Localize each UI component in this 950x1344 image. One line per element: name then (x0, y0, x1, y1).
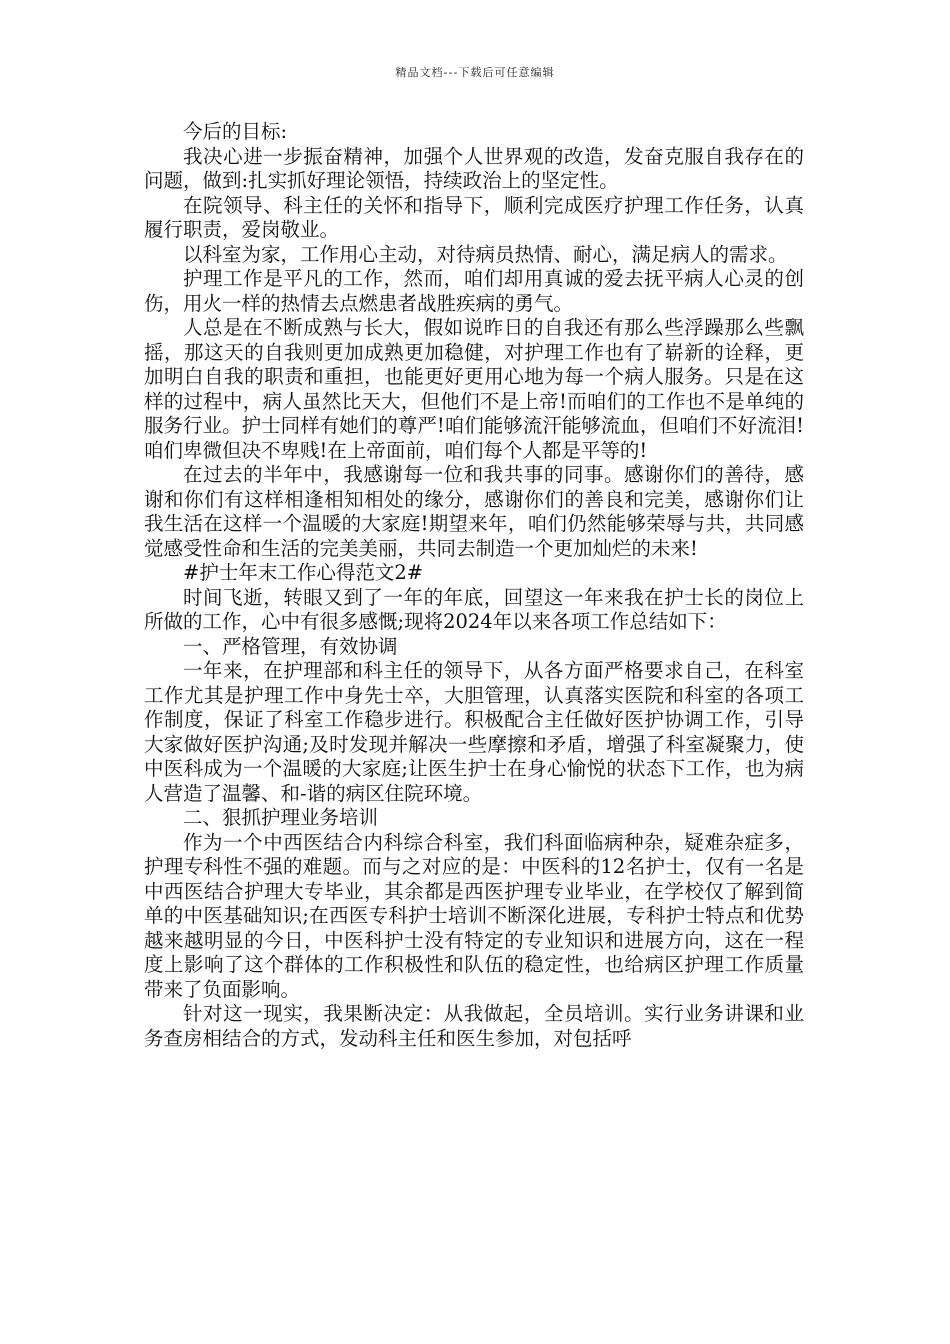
paragraph: 针对这一现实，我果断决定：从我做起，全员培训。实行业务讲课和业务查房相结合的方式，发动科主任和医生参加，对包括呼 (144, 1002, 804, 1050)
paragraph: 时间飞逝，转眼又到了一年的年底，回望这一年来我在护士长的岗位上所做的工作，心中有很多感慨;现将2024年以来各项工作总结如下： (144, 585, 804, 633)
paragraph: 在院领导、科主任的关怀和指导下，顺利完成医疗护理工作任务，认真履行职责，爱岗敬业。 (144, 193, 804, 241)
page-header: 精品文档---下载后可任意编辑 (395, 66, 555, 79)
paragraph: 人总是在不断成熟与长大，假如说昨日的自我还有那么些浮躁那么些飘摇，那这天的自我则更加成熟更加稳健，对护理工作也有了崭新的诠释，更加明白自我的职责和重担，也能更好更用心地为每一个病人服务。只是在这样的过程中，病人虽然比天大，但他们不是上帝!而咱们的工作也不是单纯的服务行业。护士同样有她们的尊严!咱们能够流汗能够流血，但咱们不好流泪!咱们卑微但决不卑贱!在上帝面前，咱们每个人都是平等的! (144, 316, 804, 462)
paragraph: 在过去的半年中，我感谢每一位和我共事的同事。感谢你们的善待，感谢和你们有这样相逢相知相处的缘分，感谢你们的善良和完美，感谢你们让我生活在这样一个温暖的大家庭!期望来年，咱们仍然能够荣辱与共，共同感觉感受性命和生活的完美美丽，共同去制造一个更加灿烂的未来! (144, 463, 804, 560)
section-title: #护士年末工作心得范文2# (183, 561, 424, 584)
subsection-heading: 二、狠抓护理业务培训 (183, 806, 379, 829)
document-body (144, 120, 804, 1051)
paragraph-goals-heading: 今后的目标: (183, 120, 288, 143)
paragraph: 护理工作是平凡的工作，然而，咱们却用真诚的爱去抚平病人心灵的创伤，用火一样的热情去点燃患者战胜疾病的勇气。 (144, 267, 804, 315)
paragraph: 一年来，在护理部和科主任的领导下，从各方面严格要求自己，在科室工作尤其是护理工作中身先士卒，大胆管理，认真落实医院和科室的各项工作制度，保证了科室工作稳步进行。积极配合主任做好医护协调工作，引导大家做好医护沟通;及时发现并解决一些摩擦和矛盾，增强了科室凝聚力，使中医科成为一个温暖的大家庭;让医生护士在身心愉悦的状态下工作，也为病人营造了温馨、和-谐的病区住院环境。 (144, 659, 804, 805)
paragraph: 作为一个中西医结合内科综合科室，我们科面临病种杂，疑难杂症多，护理专科性不强的难题。而与之对应的是：中医科的12名护士，仅有一名是中西医结合护理大专毕业，其余都是西医护理专业毕业，在学校仅了解到简单的中医基础知识;在西医专科护士培训不断深化进展，专科护士特点和优势越来越明显的今日，中医科护士没有特定的专业知识和进展方向，这在一程度上影响了这个群体的工作积极性和队伍的稳定性，也给病区护理工作质量带来了负面影响。 (144, 830, 804, 1001)
paragraph: 以科室为家，工作用心主动，对待病员热情、耐心，满足病人的需求。 (183, 242, 788, 266)
paragraph: 我决心进一步振奋精神，加强个人世界观的改造，发奋克服自我存在的问题，做到:扎实抓好理论领悟，持续政治上的坚定性。 (144, 144, 804, 192)
subsection-heading: 一、严格管理，有效协调 (183, 634, 398, 658)
